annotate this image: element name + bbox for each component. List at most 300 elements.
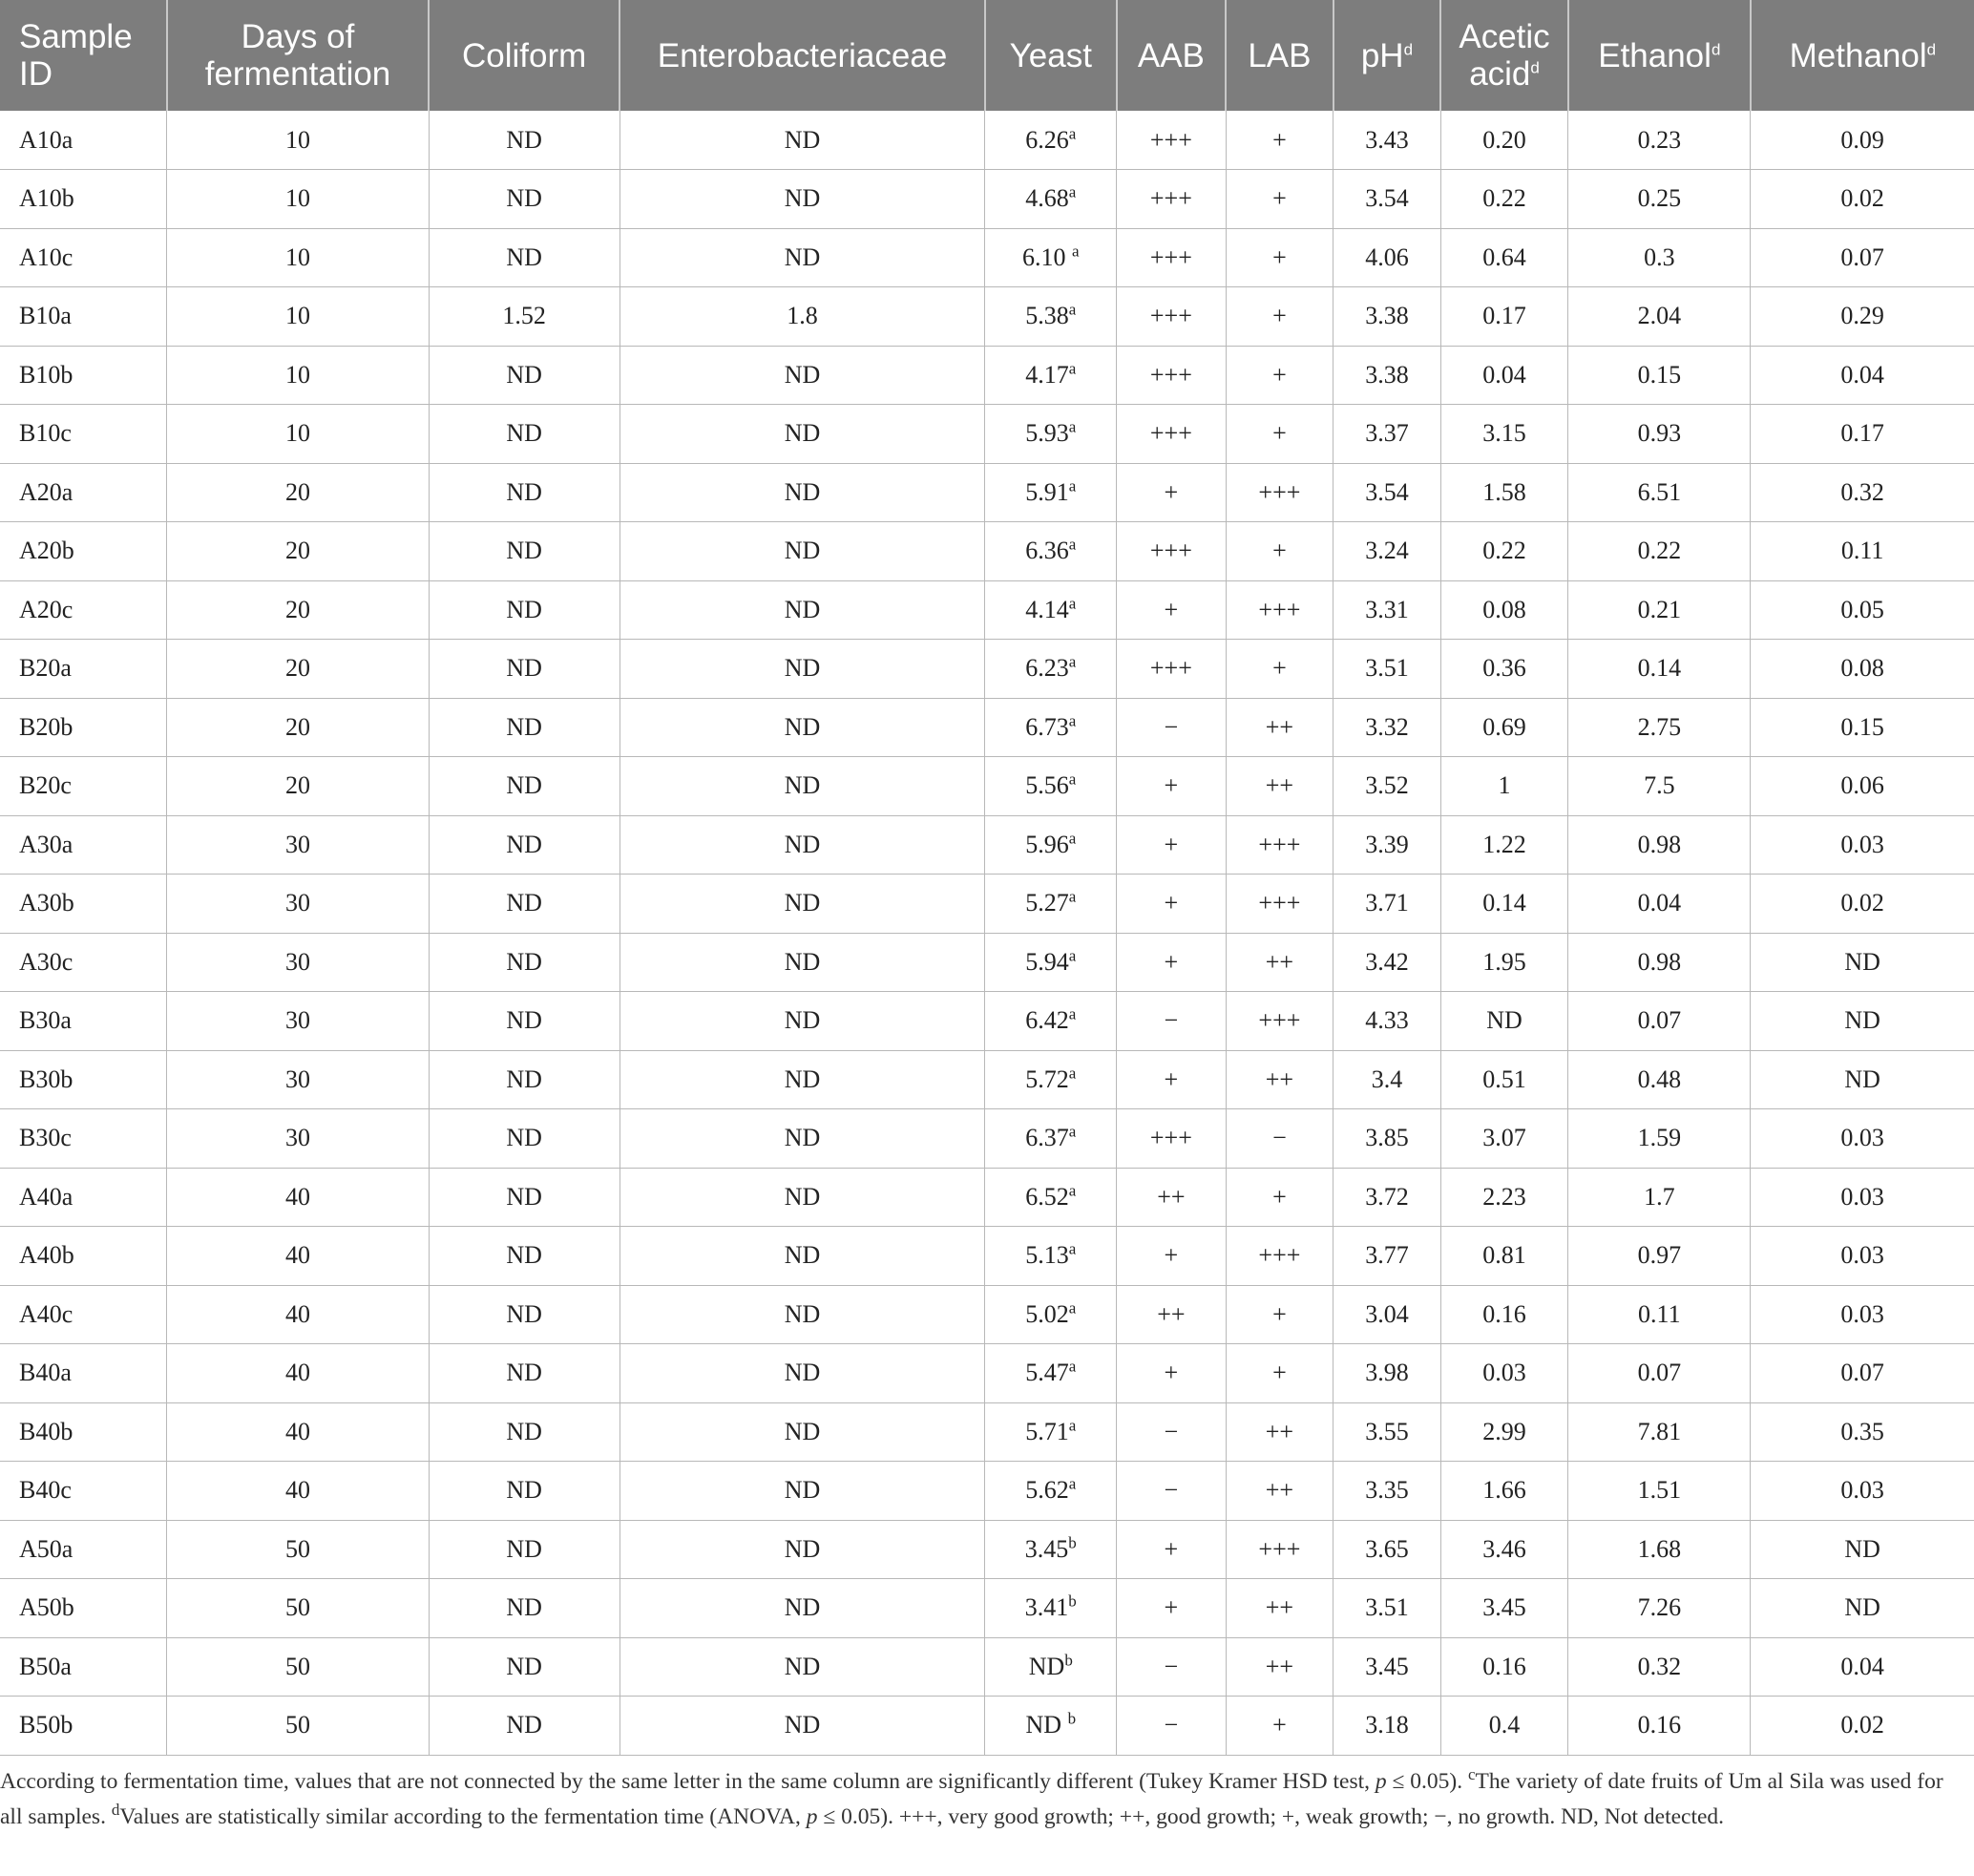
aab-cell: + — [1117, 1520, 1227, 1579]
acetic-acid-cell: 3.15 — [1440, 405, 1568, 464]
ph-cell: 3.54 — [1334, 170, 1441, 229]
days-cell: 40 — [167, 1285, 429, 1344]
column-header-label: Sample ID — [19, 18, 133, 93]
yeast-significance-letter: a — [1068, 711, 1077, 730]
coliform-cell: ND — [429, 1462, 620, 1521]
ph-cell: 3.39 — [1334, 815, 1441, 875]
table-row — [0, 1462, 1974, 1521]
yeast-significance-letter: a — [1068, 829, 1077, 848]
aab-cell: + — [1117, 1050, 1227, 1109]
sample-id-cell: A10a — [0, 111, 167, 170]
yeast-cell — [985, 757, 1117, 816]
column-header — [1334, 0, 1441, 111]
methanol-cell: 0.02 — [1751, 170, 1974, 229]
yeast-significance-letter: a — [1068, 1064, 1077, 1083]
enterobacteriaceae-cell: ND — [620, 1109, 985, 1169]
ph-cell: 3.38 — [1334, 287, 1441, 347]
ethanol-cell: 0.98 — [1568, 815, 1751, 875]
table-row — [0, 405, 1974, 464]
ethanol-cell: 7.81 — [1568, 1402, 1751, 1462]
aab-cell: + — [1117, 1227, 1227, 1286]
ethanol-cell: 0.22 — [1568, 522, 1751, 581]
ethanol-cell: 0.07 — [1568, 992, 1751, 1051]
enterobacteriaceae-cell: 1.8 — [620, 287, 985, 347]
yeast-value: 6.26 — [1025, 125, 1069, 154]
footnote-text-5: ≤ 0.05). +++, very good growth; ++, good growth; +, weak growth; −, no growth. ND, Not detected. — [817, 1804, 1725, 1829]
lab-cell: +++ — [1226, 1227, 1334, 1286]
sample-id-cell: A30a — [0, 815, 167, 875]
column-header — [429, 0, 620, 111]
yeast-cell — [985, 875, 1117, 934]
acetic-acid-cell: 0.4 — [1440, 1697, 1568, 1756]
column-header-label: Days of fermentation — [204, 18, 391, 93]
yeast-value: 5.94 — [1025, 947, 1069, 976]
ethanol-cell: 0.97 — [1568, 1227, 1751, 1286]
enterobacteriaceae-cell: ND — [620, 228, 985, 287]
lab-cell: + — [1226, 1344, 1334, 1403]
lab-cell: ++ — [1226, 933, 1334, 992]
methanol-cell: 0.03 — [1751, 1168, 1974, 1227]
sample-id-cell: B20b — [0, 698, 167, 757]
aab-cell: + — [1117, 1579, 1227, 1638]
coliform-cell: ND — [429, 1050, 620, 1109]
acetic-acid-cell: 0.16 — [1440, 1285, 1568, 1344]
yeast-value: 5.93 — [1025, 419, 1069, 448]
yeast-significance-letter: a — [1068, 1004, 1077, 1023]
coliform-cell: ND — [429, 815, 620, 875]
table-row — [0, 992, 1974, 1051]
acetic-acid-cell: 0.22 — [1440, 522, 1568, 581]
acetic-acid-cell: 0.51 — [1440, 1050, 1568, 1109]
ethanol-cell: 2.04 — [1568, 287, 1751, 347]
acetic-acid-cell: 2.23 — [1440, 1168, 1568, 1227]
lab-cell: + — [1226, 228, 1334, 287]
sample-id-cell: B30c — [0, 1109, 167, 1169]
methanol-cell: 0.03 — [1751, 815, 1974, 875]
enterobacteriaceae-cell: ND — [620, 1697, 985, 1756]
ph-cell: 3.43 — [1334, 111, 1441, 170]
table-row — [0, 1109, 1974, 1169]
yeast-value: 5.38 — [1025, 302, 1069, 330]
yeast-value: 5.56 — [1025, 771, 1069, 800]
yeast-cell — [985, 1285, 1117, 1344]
enterobacteriaceae-cell: ND — [620, 698, 985, 757]
yeast-cell — [985, 640, 1117, 699]
days-cell: 30 — [167, 815, 429, 875]
table-row — [0, 875, 1974, 934]
sample-id-cell: A30b — [0, 875, 167, 934]
table-row — [0, 815, 1974, 875]
table-row — [0, 1520, 1974, 1579]
ethanol-cell: 1.68 — [1568, 1520, 1751, 1579]
yeast-significance-letter: a — [1068, 1122, 1077, 1141]
acetic-acid-cell: ND — [1440, 992, 1568, 1051]
sample-id-cell: A50a — [0, 1520, 167, 1579]
yeast-significance-letter: a — [1068, 300, 1077, 319]
ph-cell: 3.71 — [1334, 875, 1441, 934]
table-row — [0, 228, 1974, 287]
acetic-acid-cell: 3.07 — [1440, 1109, 1568, 1169]
enterobacteriaceae-cell: ND — [620, 757, 985, 816]
lab-cell: + — [1226, 1285, 1334, 1344]
yeast-cell — [985, 1109, 1117, 1169]
acetic-acid-cell: 0.04 — [1440, 346, 1568, 405]
yeast-cell — [985, 287, 1117, 347]
aab-cell: + — [1117, 815, 1227, 875]
days-cell: 20 — [167, 580, 429, 640]
yeast-value: ND — [1025, 1711, 1068, 1739]
days-cell: 10 — [167, 346, 429, 405]
table-row — [0, 640, 1974, 699]
days-cell: 40 — [167, 1462, 429, 1521]
column-header-label: Acetic acid — [1459, 18, 1550, 93]
ph-cell: 4.06 — [1334, 228, 1441, 287]
ethanol-cell: 2.75 — [1568, 698, 1751, 757]
coliform-cell: ND — [429, 1637, 620, 1697]
lab-cell: ++ — [1226, 1050, 1334, 1109]
aab-cell: +++ — [1117, 287, 1227, 347]
sample-id-cell: B50b — [0, 1697, 167, 1756]
lab-cell: ++ — [1226, 698, 1334, 757]
yeast-value: 4.68 — [1025, 184, 1069, 213]
sample-id-cell: A20b — [0, 522, 167, 581]
enterobacteriaceae-cell: ND — [620, 1050, 985, 1109]
lab-cell: + — [1226, 522, 1334, 581]
ph-cell: 3.54 — [1334, 463, 1441, 522]
aab-cell: − — [1117, 1462, 1227, 1521]
yeast-cell — [985, 346, 1117, 405]
coliform-cell: 1.52 — [429, 287, 620, 347]
ethanol-cell: 0.15 — [1568, 346, 1751, 405]
aab-cell: +++ — [1117, 640, 1227, 699]
ph-cell: 3.98 — [1334, 1344, 1441, 1403]
yeast-value: 6.52 — [1025, 1182, 1069, 1211]
coliform-cell: ND — [429, 640, 620, 699]
sample-id-cell: A10c — [0, 228, 167, 287]
ph-cell: 3.4 — [1334, 1050, 1441, 1109]
days-cell: 40 — [167, 1227, 429, 1286]
ethanol-cell: 0.25 — [1568, 170, 1751, 229]
column-header — [985, 0, 1117, 111]
aab-cell: + — [1117, 580, 1227, 640]
sample-id-cell: B20a — [0, 640, 167, 699]
methanol-cell: 0.08 — [1751, 640, 1974, 699]
enterobacteriaceae-cell: ND — [620, 405, 985, 464]
days-cell: 40 — [167, 1168, 429, 1227]
aab-cell: +++ — [1117, 170, 1227, 229]
column-header — [0, 0, 167, 111]
column-header-label: AAB — [1137, 36, 1205, 74]
acetic-acid-cell: 0.17 — [1440, 287, 1568, 347]
ethanol-cell: 0.07 — [1568, 1344, 1751, 1403]
table-row — [0, 1168, 1974, 1227]
coliform-cell: ND — [429, 1697, 620, 1756]
lab-cell: + — [1226, 640, 1334, 699]
yeast-cell — [985, 522, 1117, 581]
ethanol-cell: 0.04 — [1568, 875, 1751, 934]
coliform-cell: ND — [429, 580, 620, 640]
sample-id-cell: B20c — [0, 757, 167, 816]
lab-cell: + — [1226, 287, 1334, 347]
coliform-cell: ND — [429, 1402, 620, 1462]
methanol-cell: 0.17 — [1751, 405, 1974, 464]
sample-id-cell: A40b — [0, 1227, 167, 1286]
enterobacteriaceae-cell: ND — [620, 1285, 985, 1344]
yeast-value: 6.37 — [1025, 1124, 1069, 1152]
ethanol-cell: 0.23 — [1568, 111, 1751, 170]
yeast-significance-letter: a — [1068, 652, 1077, 671]
enterobacteriaceae-cell: ND — [620, 1579, 985, 1638]
yeast-significance-letter: a — [1068, 946, 1077, 965]
yeast-value: 5.13 — [1025, 1241, 1069, 1270]
table-header — [0, 0, 1974, 111]
coliform-cell: ND — [429, 170, 620, 229]
acetic-acid-cell: 3.45 — [1440, 1579, 1568, 1638]
days-cell: 20 — [167, 522, 429, 581]
ethanol-cell: 1.59 — [1568, 1109, 1751, 1169]
methanol-cell: 0.03 — [1751, 1227, 1974, 1286]
yeast-significance-letter: a — [1068, 417, 1077, 436]
yeast-cell — [985, 111, 1117, 170]
sample-id-cell: A20c — [0, 580, 167, 640]
enterobacteriaceae-cell: ND — [620, 933, 985, 992]
lab-cell: +++ — [1226, 815, 1334, 875]
ph-cell: 3.55 — [1334, 1402, 1441, 1462]
lab-cell: +++ — [1226, 992, 1334, 1051]
column-header-superscript: d — [1403, 39, 1414, 58]
yeast-cell — [985, 580, 1117, 640]
yeast-value: 5.71 — [1025, 1417, 1069, 1445]
yeast-cell — [985, 1520, 1117, 1579]
yeast-significance-letter: b — [1064, 1651, 1073, 1670]
table-row — [0, 757, 1974, 816]
yeast-significance-letter: a — [1068, 123, 1077, 142]
methanol-cell: 0.03 — [1751, 1462, 1974, 1521]
methanol-cell: 0.07 — [1751, 228, 1974, 287]
yeast-cell — [985, 1637, 1117, 1697]
table-row — [0, 1050, 1974, 1109]
enterobacteriaceae-cell: ND — [620, 522, 985, 581]
enterobacteriaceae-cell: ND — [620, 640, 985, 699]
enterobacteriaceae-cell: ND — [620, 111, 985, 170]
enterobacteriaceae-cell: ND — [620, 1344, 985, 1403]
ethanol-cell: 6.51 — [1568, 463, 1751, 522]
methanol-cell: 0.02 — [1751, 875, 1974, 934]
sample-id-cell: A40c — [0, 1285, 167, 1344]
acetic-acid-cell: 0.14 — [1440, 875, 1568, 934]
methanol-cell: 0.03 — [1751, 1285, 1974, 1344]
enterobacteriaceae-cell: ND — [620, 346, 985, 405]
enterobacteriaceae-cell: ND — [620, 580, 985, 640]
yeast-cell — [985, 228, 1117, 287]
days-cell: 10 — [167, 111, 429, 170]
footnote-text-1: According to fermentation time, values that are not connected by the same letter in the same column are significantly different (Tukey Kramer HSD test, — [0, 1769, 1376, 1794]
methanol-cell: ND — [1751, 933, 1974, 992]
sample-id-cell: B10a — [0, 287, 167, 347]
aab-cell: − — [1117, 1637, 1227, 1697]
methanol-cell: 0.05 — [1751, 580, 1974, 640]
enterobacteriaceae-cell: ND — [620, 1462, 985, 1521]
coliform-cell: ND — [429, 463, 620, 522]
ph-cell: 3.85 — [1334, 1109, 1441, 1169]
column-header-label: pH — [1360, 36, 1404, 74]
yeast-cell — [985, 1579, 1117, 1638]
methanol-cell: 0.06 — [1751, 757, 1974, 816]
yeast-significance-letter: a — [1068, 769, 1077, 789]
yeast-significance-letter: a — [1068, 887, 1077, 906]
enterobacteriaceae-cell: ND — [620, 875, 985, 934]
yeast-cell — [985, 992, 1117, 1051]
ph-cell: 3.52 — [1334, 757, 1441, 816]
yeast-value: 6.73 — [1025, 712, 1069, 741]
sample-id-cell: A40a — [0, 1168, 167, 1227]
acetic-acid-cell: 1.66 — [1440, 1462, 1568, 1521]
yeast-cell — [985, 1462, 1117, 1521]
enterobacteriaceae-cell: ND — [620, 815, 985, 875]
yeast-cell — [985, 815, 1117, 875]
footnote-text-4: Values are statistically similar according to the fermentation time (ANOVA, — [119, 1804, 807, 1829]
days-cell: 20 — [167, 698, 429, 757]
lab-cell: ++ — [1226, 1637, 1334, 1697]
methanol-cell: ND — [1751, 992, 1974, 1051]
days-cell: 30 — [167, 933, 429, 992]
coliform-cell: ND — [429, 1168, 620, 1227]
lab-cell: + — [1226, 346, 1334, 405]
column-header — [167, 0, 429, 111]
aab-cell: − — [1117, 992, 1227, 1051]
aab-cell: ++ — [1117, 1168, 1227, 1227]
sample-id-cell: B30a — [0, 992, 167, 1051]
enterobacteriaceae-cell: ND — [620, 1637, 985, 1697]
acetic-acid-cell: 0.69 — [1440, 698, 1568, 757]
column-header-superscript: d — [1711, 39, 1721, 58]
methanol-cell: 0.11 — [1751, 522, 1974, 581]
ph-cell: 3.31 — [1334, 580, 1441, 640]
yeast-value: 5.72 — [1025, 1064, 1069, 1093]
lab-cell: + — [1226, 111, 1334, 170]
table-row — [0, 287, 1974, 347]
methanol-cell: ND — [1751, 1050, 1974, 1109]
aab-cell: + — [1117, 933, 1227, 992]
ph-cell: 4.33 — [1334, 992, 1441, 1051]
column-header-label: Ethanol — [1598, 36, 1712, 74]
yeast-significance-letter: a — [1068, 1474, 1077, 1493]
table-row — [0, 1637, 1974, 1697]
yeast-value: 6.42 — [1025, 1006, 1069, 1035]
yeast-value: 4.17 — [1025, 360, 1069, 389]
coliform-cell: ND — [429, 698, 620, 757]
yeast-significance-letter: a — [1068, 1181, 1077, 1200]
footnote-text-2: ≤ 0.05). — [1386, 1769, 1468, 1794]
days-cell: 50 — [167, 1637, 429, 1697]
yeast-value: 5.02 — [1025, 1299, 1069, 1328]
lab-cell: − — [1226, 1109, 1334, 1169]
lab-cell: +++ — [1226, 1520, 1334, 1579]
ethanol-cell: 0.48 — [1568, 1050, 1751, 1109]
acetic-acid-cell: 0.16 — [1440, 1637, 1568, 1697]
table-row — [0, 111, 1974, 170]
yeast-cell — [985, 1168, 1117, 1227]
yeast-value: 3.41 — [1024, 1593, 1069, 1622]
ph-cell: 3.35 — [1334, 1462, 1441, 1521]
yeast-significance-letter: b — [1068, 1591, 1077, 1611]
yeast-cell — [985, 463, 1117, 522]
sample-id-cell: B40a — [0, 1344, 167, 1403]
acetic-acid-cell: 1.95 — [1440, 933, 1568, 992]
yeast-cell — [985, 933, 1117, 992]
yeast-value: 5.27 — [1025, 889, 1069, 917]
yeast-value: 5.91 — [1025, 477, 1069, 506]
ph-cell: 3.37 — [1334, 405, 1441, 464]
yeast-value: 5.47 — [1025, 1359, 1069, 1387]
days-cell: 50 — [167, 1520, 429, 1579]
yeast-significance-letter: a — [1068, 594, 1077, 613]
days-cell: 50 — [167, 1579, 429, 1638]
days-cell: 10 — [167, 228, 429, 287]
yeast-cell — [985, 1402, 1117, 1462]
footnote-p-symbol: p — [806, 1804, 818, 1829]
coliform-cell: ND — [429, 522, 620, 581]
days-cell: 20 — [167, 463, 429, 522]
lab-cell: +++ — [1226, 580, 1334, 640]
ethanol-cell: 7.5 — [1568, 757, 1751, 816]
days-cell: 10 — [167, 405, 429, 464]
ethanol-cell: 0.32 — [1568, 1637, 1751, 1697]
column-header — [1440, 0, 1568, 111]
ethanol-cell: 0.3 — [1568, 228, 1751, 287]
ethanol-cell: 0.98 — [1568, 933, 1751, 992]
column-header-superscript: d — [1530, 58, 1540, 77]
ethanol-cell: 0.16 — [1568, 1697, 1751, 1756]
days-cell: 20 — [167, 640, 429, 699]
methanol-cell: 0.04 — [1751, 346, 1974, 405]
yeast-significance-letter: a — [1068, 182, 1077, 201]
sample-id-cell: A20a — [0, 463, 167, 522]
table-row — [0, 1227, 1974, 1286]
column-header-label: Enterobacteriaceae — [657, 36, 948, 74]
lab-cell: + — [1226, 1697, 1334, 1756]
ethanol-cell: 0.21 — [1568, 580, 1751, 640]
coliform-cell: ND — [429, 1579, 620, 1638]
lab-cell: + — [1226, 405, 1334, 464]
column-header — [1117, 0, 1227, 111]
table-footnote — [0, 1764, 1966, 1835]
yeast-significance-letter: a — [1068, 359, 1077, 378]
methanol-cell: 0.15 — [1751, 698, 1974, 757]
sample-id-cell: B10c — [0, 405, 167, 464]
lab-cell: + — [1226, 170, 1334, 229]
acetic-acid-cell: 0.81 — [1440, 1227, 1568, 1286]
column-header-superscript: d — [1926, 39, 1937, 58]
methanol-cell: 0.29 — [1751, 287, 1974, 347]
footnote-p-symbol: p — [1375, 1769, 1387, 1794]
sample-id-cell: A10b — [0, 170, 167, 229]
table-body — [0, 111, 1974, 1755]
table-row — [0, 346, 1974, 405]
methanol-cell: 0.07 — [1751, 1344, 1974, 1403]
yeast-significance-letter: a — [1068, 1416, 1077, 1435]
sample-id-cell: B30b — [0, 1050, 167, 1109]
enterobacteriaceae-cell: ND — [620, 1402, 985, 1462]
table-row — [0, 463, 1974, 522]
enterobacteriaceae-cell: ND — [620, 1227, 985, 1286]
lab-cell: ++ — [1226, 1462, 1334, 1521]
yeast-cell — [985, 1227, 1117, 1286]
sample-id-cell: B40b — [0, 1402, 167, 1462]
methanol-cell: ND — [1751, 1579, 1974, 1638]
acetic-acid-cell: 0.36 — [1440, 640, 1568, 699]
aab-cell: − — [1117, 698, 1227, 757]
